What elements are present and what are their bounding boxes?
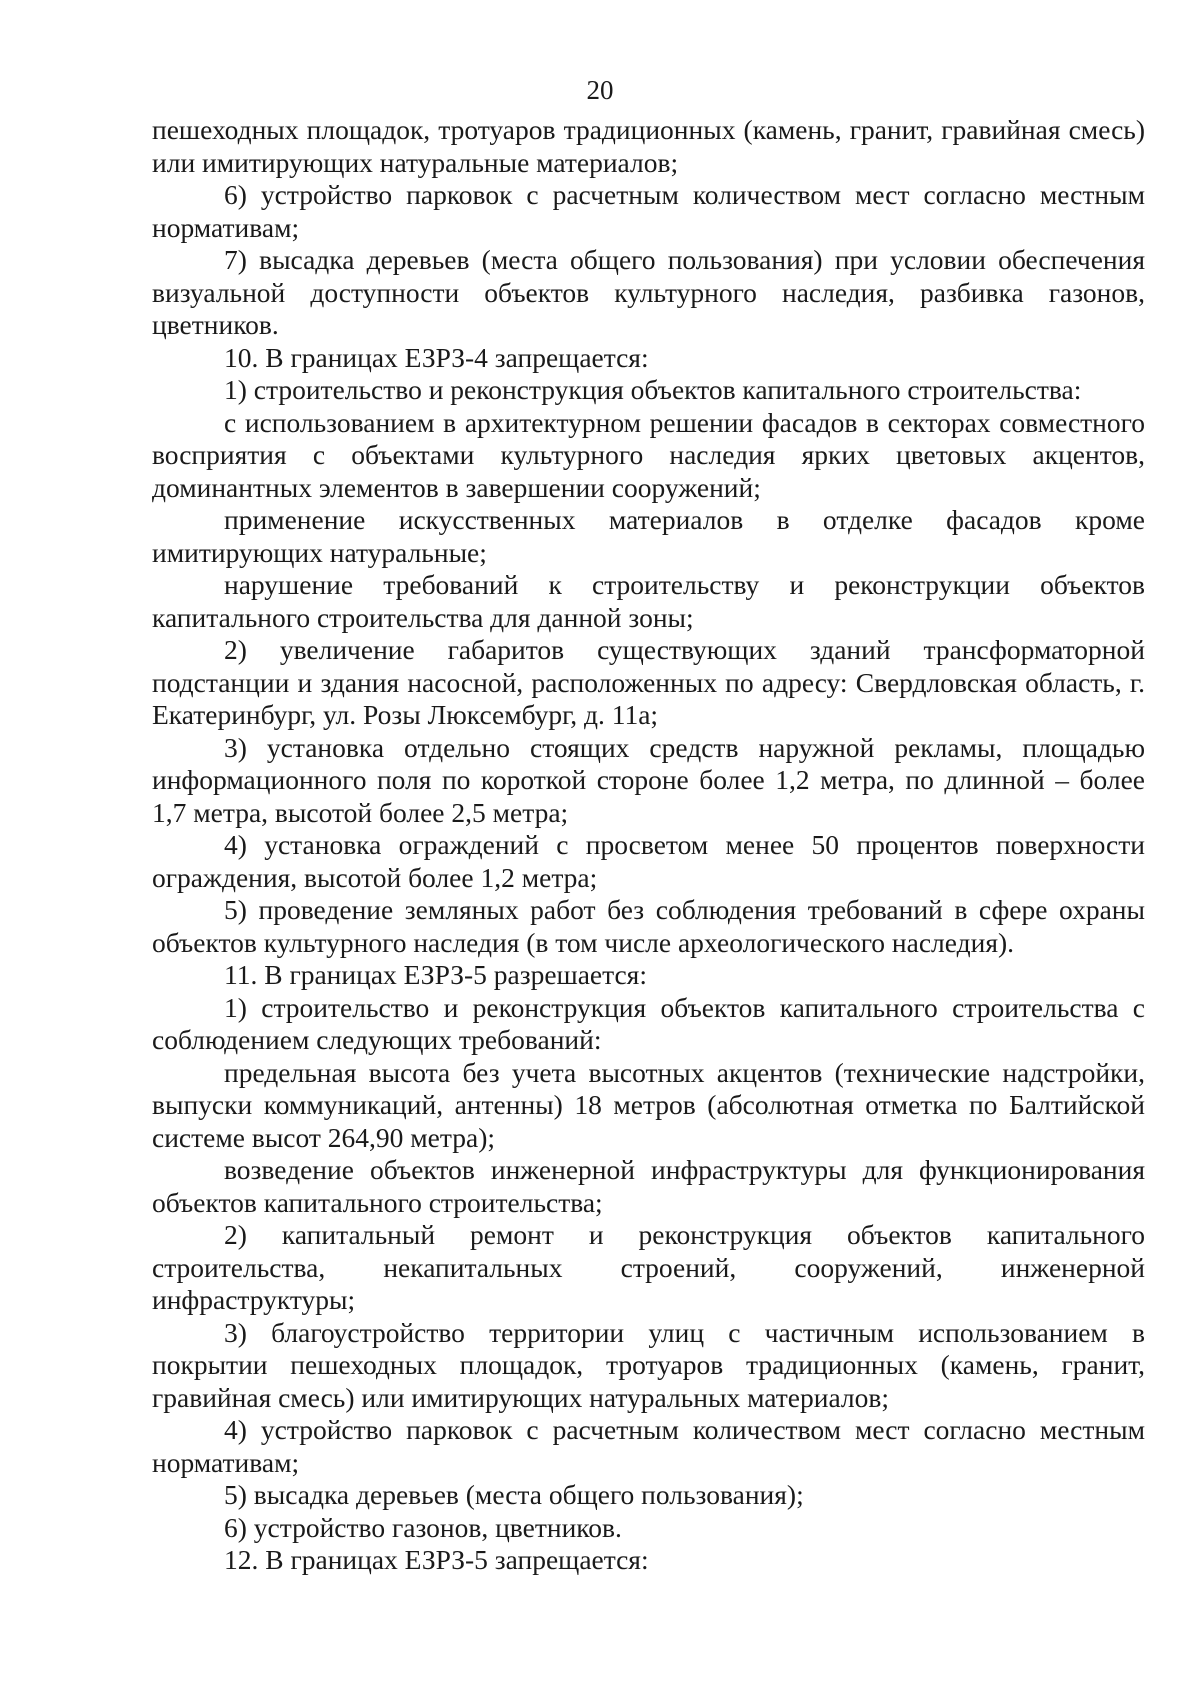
sub-item-height-limit: предельная высота без учета высотных акцентов (технические надстройки, выпуски коммуникаций, антенны) 18 метров (абсолютная отметка по Балтийской системе высот 264,90 метра); <box>152 1056 1145 1153</box>
list-item-3-advertising: 3) установка отдельно стоящих средств наружной рекламы, площадью информационного поля по короткой стороне более 1,2 метра, по длинной – более 1,7 метра, высотой более 2,5 метра; <box>152 731 1145 828</box>
list-item-2-repair: 2) капитальный ремонт и реконструкция объектов капитального строительства, некапитальных строений, сооружений, инженерной инфраструктуры; <box>152 1219 1145 1315</box>
list-item-5-trees: 5) высадка деревьев (места общего пользования); <box>224 1479 804 1510</box>
page-number: 20 <box>586 75 614 105</box>
section-12-heading: 12. В границах ЕЗРЗ-5 запрещается: <box>224 1544 649 1575</box>
list-item-5-earthworks: 5) проведение земляных работ без соблюдения требований в сфере охраны объектов культурного наследия (в том числе археологического наследия). <box>152 894 1145 958</box>
document-body <box>152 114 1145 1577</box>
list-item-3-landscaping: 3) благоустройство территории улиц с частичным использованием в покрытии пешеходных площадок, тротуаров традиционных (камень, гранит, гравийная смесь) или имитирующих натуральных материалов; <box>152 1316 1145 1413</box>
list-item-6-parking: 6) устройство парковок с расчетным количеством мест согласно местным нормативам; <box>152 179 1145 243</box>
list-item-2-dimensions: 2) увеличение габаритов существующих зданий трансформаторной подстанции и здания насосной, расположенных по адресу: Свердловская область, г. Екатеринбург, ул. Розы Люксембург, д. 11а; <box>152 634 1145 730</box>
section-11-heading: 11. В границах ЕЗРЗ-5 разрешается: <box>224 959 647 990</box>
list-item-1-construction-allowed: 1) строительство и реконструкция объектов капитального строительства с соблюдением следующих требований: <box>152 991 1145 1055</box>
list-item-1-construction: 1) строительство и реконструкция объектов капитального строительства: <box>224 374 1082 405</box>
list-item-4-parking: 4) устройство парковок с расчетным количеством мест согласно местным нормативам; <box>152 1414 1145 1478</box>
sub-item-engineering-infrastructure: возведение объектов инженерной инфраструктуры для функционирования объектов капитального строительства; <box>152 1154 1145 1218</box>
sub-item-facade-accents: с использованием в архитектурном решении фасадов в секторах совместного восприятия с объектами культурного наследия ярких цветовых акцентов, доминантных элементов в завершении сооружений; <box>152 406 1145 503</box>
list-item-7-trees: 7) высадка деревьев (места общего пользования) при условии обеспечения визуальной доступности объектов культурного наследия, разбивка газонов, цветников. <box>152 244 1145 340</box>
list-item-4-fences: 4) установка ограждений с просветом менее 50 процентов поверхности ограждения, высотой более 1,2 метра; <box>152 829 1145 893</box>
list-item-6-lawns: 6) устройство газонов, цветников. <box>224 1511 622 1543</box>
paragraph-continuation: пешеходных площадок, тротуаров традиционных (камень, гранит, гравийная смесь) или имитирующих натуральные материалов; <box>152 114 1145 178</box>
section-10-heading: 10. В границах ЕЗРЗ-4 запрещается: <box>224 341 649 373</box>
sub-item-requirements-violation: нарушение требований к строительству и реконструкции объектов капитального строительства для данной зоны; <box>152 569 1145 633</box>
sub-item-artificial-materials: применение искусственных материалов в отделке фасадов кроме имитирующих натуральные; <box>152 504 1145 568</box>
